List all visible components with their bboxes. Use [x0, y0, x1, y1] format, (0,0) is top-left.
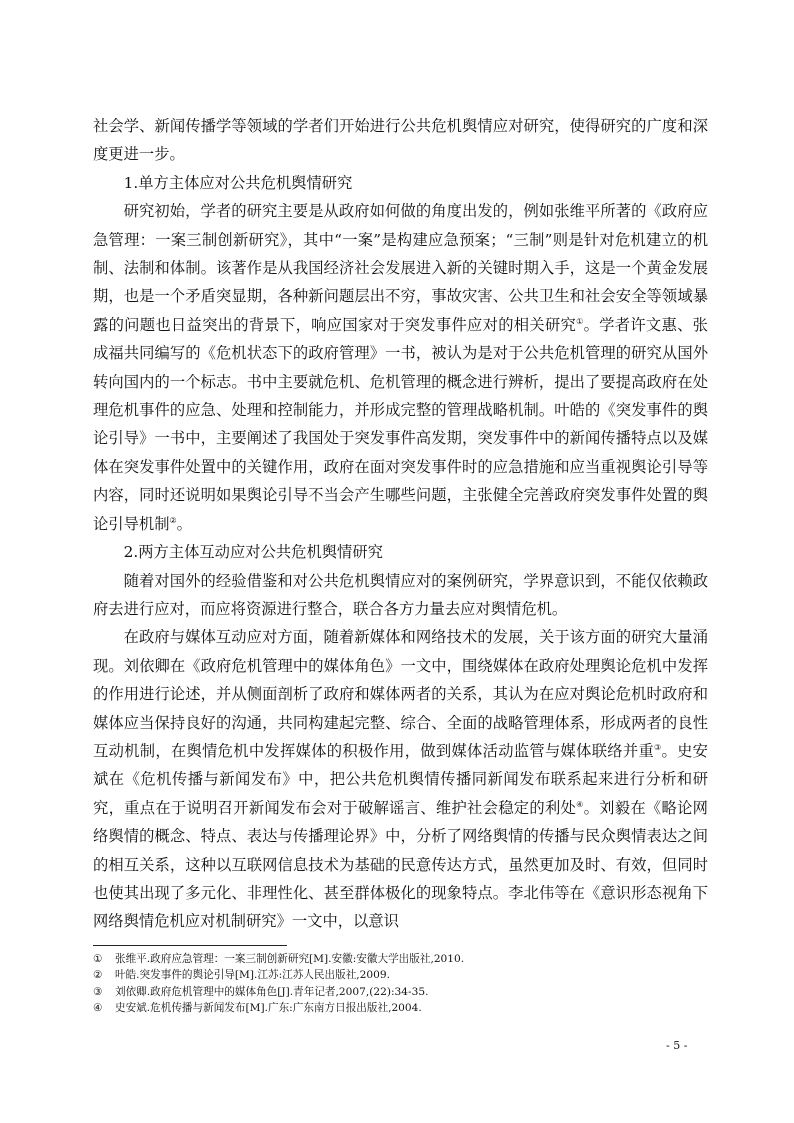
- footnote-separator: [93, 945, 287, 946]
- footnote-ref-4: ④: [576, 799, 584, 809]
- paragraph-single-subject: [93, 197, 708, 538]
- paragraph-text: 。学者许文惠、张成福共同编写的《危机状态下的政府管理》一书，被认为是对于公共危机管理的研究从国外转向国内的一个标志。书中主要就危机、危机管理的概念进行辨析，提出了要提高政府在处理危机事件的应急、处理和控制能力，并形成完整的管理战略机制。叶皓的《突发事件的舆论引导》一书中，主要阐述了我国处于突发事件高发期，突发事件中的新闻传播特点以及媒体在突发事件处置中的关键作用，政府在面对突发事件时的应急措施和应当重视舆论引导等内容，同时还说明如果舆论引导不当会产生哪些问题，主张健全完善政府突发事件处置的舆论引导机制: [93, 315, 708, 533]
- footnote-mark: ②: [93, 969, 103, 982]
- body-text: [93, 112, 708, 936]
- footnote-4: [93, 1000, 708, 1016]
- footnote-text: 史安斌.危机传播与新闻发布[M].广东:广东南方日报出版社,2004.: [115, 1002, 422, 1015]
- paragraph-two-subject-intro: [93, 567, 708, 624]
- section-heading-2: [93, 538, 708, 566]
- footnote-3: [93, 984, 708, 1000]
- footnote-mark: ③: [93, 985, 103, 998]
- footnote-ref-3: ③: [654, 742, 662, 752]
- paragraph-text: 。史安斌在《危机传播与新闻发布》中，把公共危机舆情传播同新闻发布联系起来进行分析和研究，重点在于说明召开新闻发布会对于破解谣言、维护社会稳定的利处: [93, 741, 708, 817]
- section-heading-1: [93, 169, 708, 197]
- footnote-ref-2: ②: [169, 515, 177, 525]
- paragraph-text: 研究初始，学者的研究主要是从政府如何做的角度出发的，例如张维平所著的《政府应急管理：一案三制创新研究》，其中“一案”是构建应急预案；“三制”则是针对危机建立的机制、法制和体制。该著作是从我国经济社会发展进入新的关键时期入手，这是一个黄金发展期，也是一个矛盾突显期，各种新问题层出不穷，事故灾害、公共卫生和社会安全等领域暴露的问题也日益突出的背景下，响应国家对于突发事件应对的相关研究: [93, 202, 708, 334]
- footnote-text: 刘依卿.政府危机管理中的媒体角色[J].青年记者,2007,(22):34-35.: [115, 985, 429, 998]
- footnotes: [93, 951, 708, 1017]
- paragraph-text: 随着对国外的经验借鉴和对公共危机舆情应对的案例研究，学界意识到，不能仅依赖政府去进行应对，而应将资源进行整合，联合各方力量去应对舆情危机。: [93, 571, 708, 618]
- paragraph-text: 。刘毅在《略论网络舆情的概念、特点、表达与传播理论界》中，分析了网络舆情的传播与民众舆情表达之间的相互关系，这种以互联网信息技术为基础的民意传达方式，虽然更加及时、有效，但同时也使其出现了多元化、非理性化、甚至群体极化的现象特点。李北伟等在《意识形态视角下网络舆情危机应对机制研究》一文中，以意识: [93, 798, 708, 931]
- footnote-text: 张维平.政府应急管理：一案三制创新研究[M].安徽:安徽大学出版社,2010.: [115, 953, 465, 965]
- page-number: - 5 -: [666, 1039, 688, 1052]
- paragraph-text: 。: [176, 514, 192, 533]
- paragraph-government-media: [93, 623, 708, 935]
- heading-text: 2.两方主体互动应对公共危机舆情研究: [123, 543, 383, 562]
- footnote-mark: ①: [93, 953, 103, 965]
- footnote-mark: ④: [93, 1002, 103, 1015]
- footnote-1: [93, 951, 708, 967]
- footnote-2: [93, 967, 708, 983]
- paragraph-intro-continued: [93, 112, 708, 169]
- heading-text: 1.单方主体应对公共危机舆情研究: [123, 173, 353, 192]
- paragraph-text: 社会学、新闻传播学等领域的学者们开始进行公共危机舆情应对研究，使得研究的广度和深度更进一步。: [93, 117, 708, 164]
- footnote-text: 叶皓.突发事件的舆论引导[M].江苏:江苏人民出版社,2009.: [115, 969, 390, 982]
- paragraph-text: 在政府与媒体互动应对方面，随着新媒体和网络技术的发展，关于该方面的研究大量涌现。刘依卿在《政府危机管理中的媒体角色》一文中，围绕媒体在政府处理舆论危机中发挥的作用进行论述，并从侧面剖析了政府和媒体两者的关系，其认为在应对舆论危机时政府和媒体应当保持良好的沟通，共同构建起完整、综合、全面的战略管理体系，形成两者的良性互动机制，在舆情危机中发挥媒体的积极作用，做到媒体活动监管与媒体联络并重: [93, 628, 708, 760]
- footnote-ref-1: ①: [576, 316, 584, 326]
